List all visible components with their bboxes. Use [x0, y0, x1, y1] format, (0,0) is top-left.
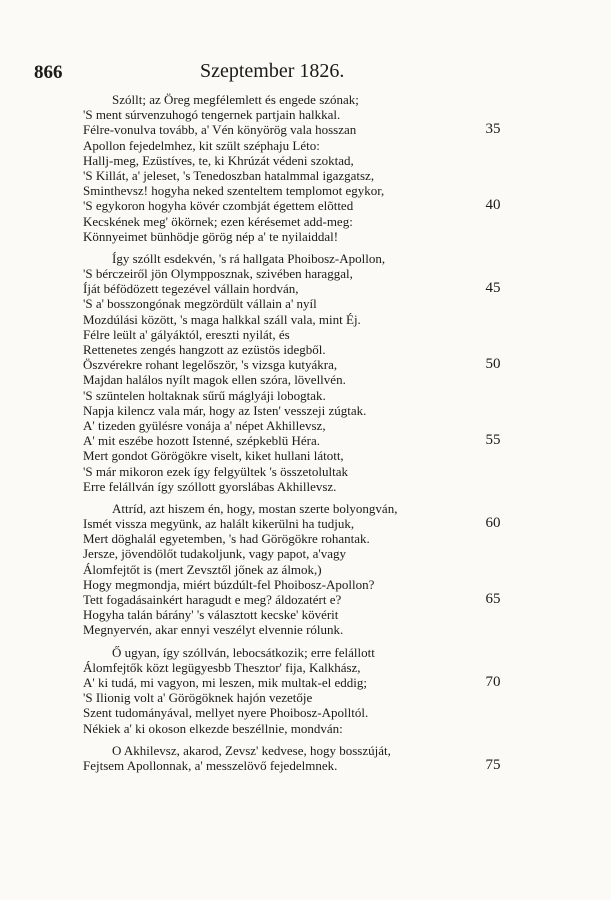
verse-text: Ismét vissza megyünk, az halált kikerülni ha tudjuk, — [83, 516, 355, 532]
verse-line — [0, 758, 611, 773]
line-number: 45 — [485, 280, 501, 297]
stanza-gap — [0, 494, 611, 501]
line-number: 70 — [485, 673, 501, 690]
verse-line — [0, 464, 611, 479]
verse-line — [0, 107, 611, 122]
verse-line — [0, 92, 611, 107]
verse-text: Nékiek a' ki okoson elkezde beszéllnie, mondván: — [83, 720, 343, 736]
verse-text: A' mit eszébe hozott Istenné, szépkeblü Héra. — [83, 433, 320, 449]
verse-text: 'S egykoron hogyha kövér czombját égettem elõtted — [83, 198, 354, 214]
verse-text: Majdan halálos nyílt magok ellen szóra, lövellvén. — [83, 372, 346, 388]
verse-line — [0, 743, 611, 758]
verse-line — [0, 501, 611, 516]
verse-line — [0, 168, 611, 183]
verse-text: Szóllt; az Öreg megfélemlett és engede szónak; — [112, 92, 359, 107]
line-number: 65 — [485, 591, 501, 607]
verse-text: A' ki tudá, mi vagyon, mi leszen, mik multak-el eddig; — [83, 674, 367, 690]
verse-line — [0, 448, 611, 463]
page-header — [0, 58, 611, 88]
line-number: 75 — [485, 756, 501, 773]
verse-line — [0, 372, 611, 387]
verse-line — [0, 645, 611, 660]
verse-line — [0, 675, 611, 690]
verse-text: Íját béfödözett tegezével vállain hordván, — [83, 281, 299, 297]
stanza-gap — [0, 638, 611, 645]
verse-text: Megnyervén, akar ennyi veszélyt elvennie rólunk. — [83, 622, 344, 638]
verse-text: Mozdúlási között, 's maga halkkal száll vala, mint Éj. — [83, 311, 361, 327]
verse-line — [0, 312, 611, 327]
poem-text — [0, 92, 611, 773]
verse-text: Jersze, jövendölőt tudakoljunk, vagy papot, a'vagy — [83, 546, 347, 562]
verse-line — [0, 138, 611, 153]
verse-line — [0, 546, 611, 561]
verse-line — [0, 418, 611, 433]
verse-line — [0, 660, 611, 675]
verse-line — [0, 607, 611, 622]
verse-line — [0, 592, 611, 607]
verse-text: Sminthevsz! hogyha neked szenteltem templomot egykor, — [83, 183, 385, 199]
verse-line — [0, 433, 611, 448]
verse-line — [0, 690, 611, 705]
verse-text: O Akhilevsz, akarod, Zevsz' kedvese, hogy bosszúját, — [112, 742, 391, 758]
verse-text: 'S Ilionig volt a' Görögöknek hajón vezetője — [83, 690, 313, 706]
verse-text: Álomfejtőt is (mert Zevsztől jőnek az álmok,) — [83, 561, 322, 577]
verse-text: Hogyha talán bárány' 's választott kecske' kövérit — [83, 607, 339, 623]
verse-text: Attríd, azt hiszem én, hogy, mostan szerte bolyongván, — [112, 500, 398, 516]
verse-line — [0, 251, 611, 266]
stanza-gap — [0, 244, 611, 251]
verse-line — [0, 403, 611, 418]
verse-text: Ő ugyan, így szóllván, lebocsátkozik; erre felállott — [112, 644, 375, 660]
line-number: 35 — [485, 121, 501, 138]
verse-line — [0, 342, 611, 357]
verse-text: Rettenetes zengés hangzott az ezüstös idegből. — [83, 342, 326, 357]
verse-text: 'S bérczeiről jön Olympposznak, szivében haraggal, — [83, 266, 353, 282]
verse-text: Hogy megmondja, miért búzdúlt-fel Phoibosz-Apollon? — [83, 576, 375, 592]
verse-text: 'S már mikoron ezek így felgyültek 's összetolultak — [83, 463, 348, 479]
verse-text: Könnyeimet bünhödje görög nép a' te nyilaiddal! — [83, 228, 339, 244]
verse-text: 'S szüntelen holtaknak sűrű máglyáji lobogtak. — [83, 387, 326, 403]
verse-line — [0, 183, 611, 198]
verse-text: A' tizeden gyülésre vonája a' népet Akhillevsz, — [83, 417, 326, 433]
line-number: 55 — [485, 432, 501, 449]
verse-line — [0, 622, 611, 637]
verse-text: Öszvérekre rohant legelőször, 's vizsga kutyákra, — [83, 357, 338, 373]
verse-text: Apollon fejedelmhez, kit szült széphaju Léto: — [83, 137, 320, 153]
verse-text: Mert gondot Görögökre viselt, kiket hullani látott, — [83, 448, 344, 464]
verse-text: 'S ment súrvenzuhogó tengernek partjain halkkal. — [83, 107, 341, 123]
verse-text: Hallj-meg, Ezüstíves, te, ki Khrúzát védeni szoktad, — [83, 152, 354, 168]
verse-line — [0, 388, 611, 403]
verse-text: Napja kilencz vala már, hogy az Isten' vesszeji zúgtak. — [83, 402, 367, 418]
verse-text: 'S Killát, a' jeleset, 's Tenedoszban hatalmmal igazgatsz, — [83, 167, 375, 183]
verse-text: 'S a' bosszongónak megzördült vállain a' nyíl — [83, 296, 317, 312]
verse-line — [0, 281, 611, 296]
verse-text: Félre-vonulva tovább, a' Vén könyörög vala hosszan — [83, 122, 357, 138]
verse-text: Álomfejtők közt legügyesbb Thesztor' fija, Kalkhász, — [83, 659, 361, 675]
verse-text: Fejtsem Apollonnak, a' messzelövő fejedelmnek. — [83, 757, 338, 773]
verse-line — [0, 705, 611, 720]
verse-line — [0, 531, 611, 546]
running-title: Szeptember 1826. — [200, 60, 345, 82]
stanza-gap — [0, 736, 611, 743]
page-number: 866 — [34, 62, 63, 83]
verse-line — [0, 516, 611, 531]
verse-text: Kecskének meg' ökörnek; ezen kérésemet add-meg: — [83, 213, 353, 229]
verse-line — [0, 153, 611, 168]
verse-line — [0, 296, 611, 311]
line-number: 60 — [485, 515, 501, 532]
verse-line — [0, 266, 611, 281]
verse-line — [0, 229, 611, 244]
line-number: 40 — [485, 197, 501, 214]
verse-text: Szent tudományával, mellyet nyere Phoibosz-Apolltól. — [83, 705, 369, 721]
verse-line — [0, 214, 611, 229]
verse-text: Tett fogadásainkért haragudt e meg? áldozatért e? — [83, 592, 342, 607]
verse-text: Erre felállván így szóllott gyorslábas Akhillevsz. — [83, 478, 337, 494]
verse-line — [0, 327, 611, 342]
verse-line — [0, 577, 611, 592]
verse-line — [0, 562, 611, 577]
line-number: 50 — [485, 356, 501, 373]
verse-text: Mert döghalál egyetemben, 's had Görögökre rohantak. — [83, 531, 370, 547]
verse-line — [0, 479, 611, 494]
verse-line — [0, 721, 611, 736]
verse-line — [0, 122, 611, 137]
verse-text: Félre leült a' gályáktól, ereszti nyilát, és — [83, 326, 290, 342]
verse-text: Így szóllt esdekvén, 's rá hallgata Phoibosz-Apollon, — [112, 250, 386, 266]
verse-line — [0, 198, 611, 213]
verse-line — [0, 357, 611, 372]
